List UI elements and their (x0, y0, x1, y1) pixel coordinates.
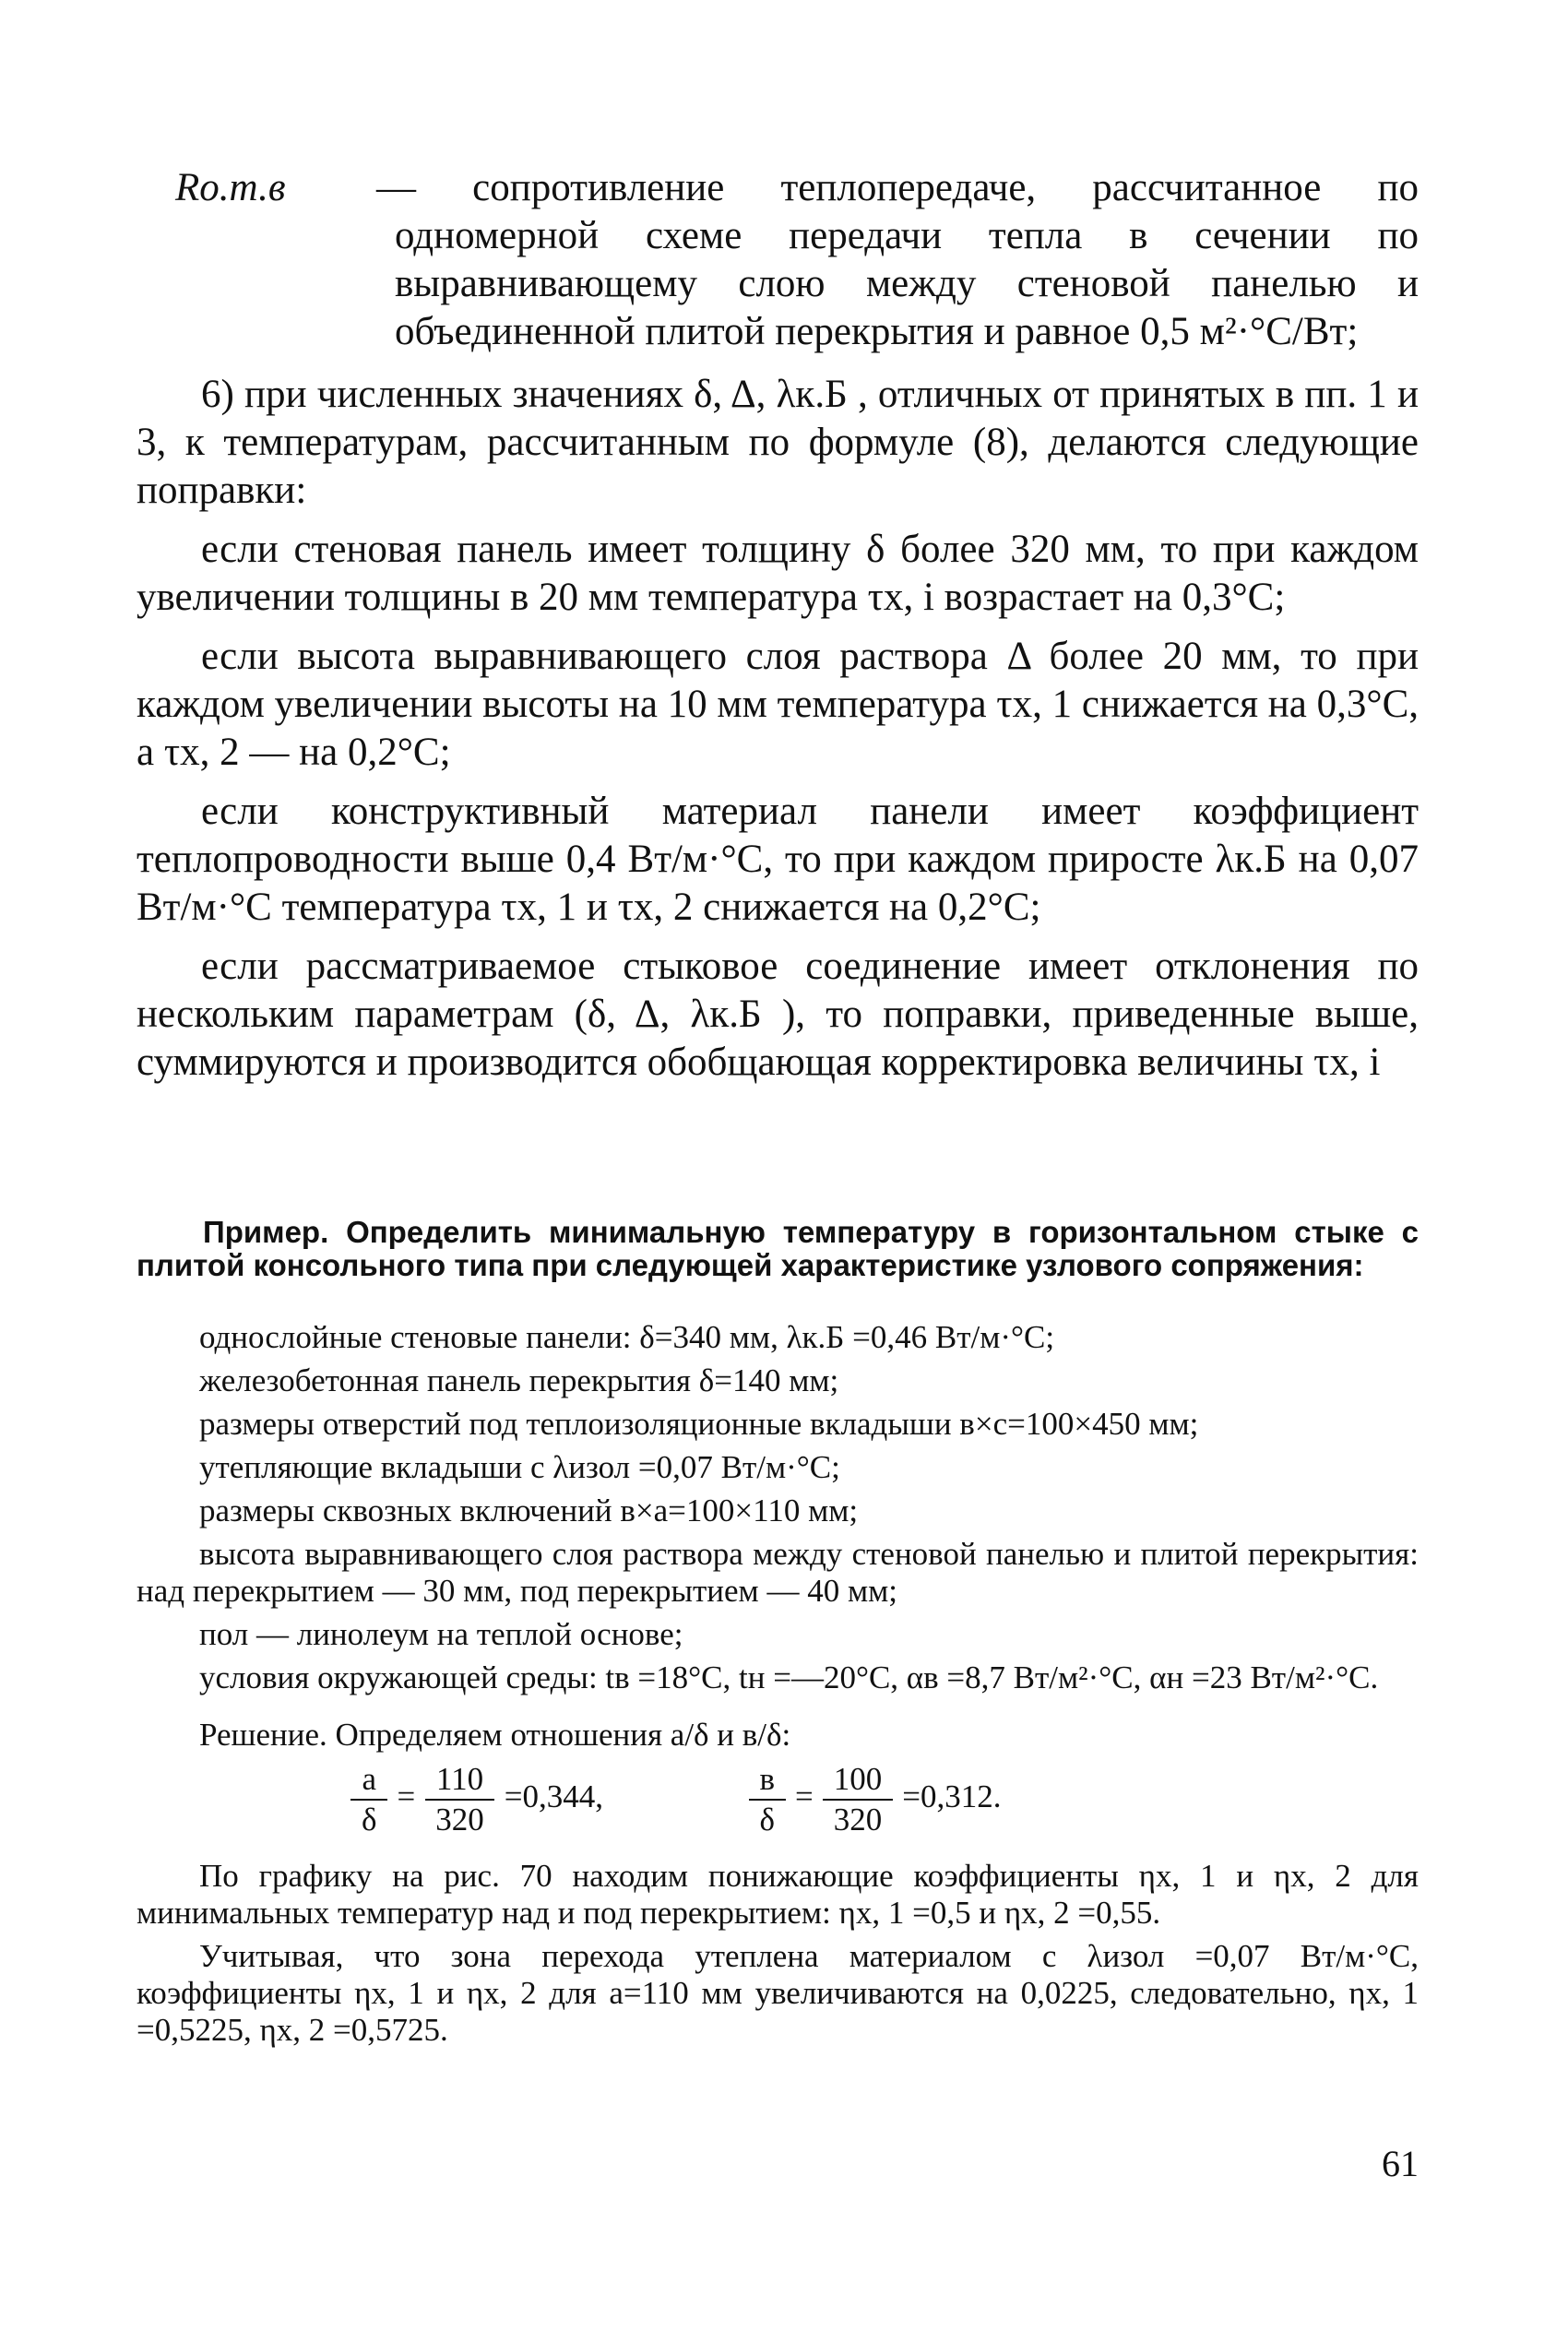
numerator: в (749, 1760, 787, 1801)
fraction (424, 1760, 495, 1839)
example-item: высота выравнивающего слоя раствора между стеновой панелью и плитой перекрытия: над перекрытием — 30 мм, под перекрытием — 40 мм; (137, 1536, 1419, 1609)
denominator: δ (759, 1802, 776, 1838)
example-item: утепляющие вкладыши с λизол =0,07 Вт/м·°С; (199, 1449, 840, 1485)
example-item: размеры отверстий под теплоизоляционные вкладыши в×с=100×450 мм; (199, 1406, 1199, 1442)
page-number: 61 (1382, 2143, 1419, 2184)
numerator: 100 (823, 1760, 894, 1801)
paragraph: По графику на рис. 70 находим понижающие коэффициенты ηх, 1 и ηх, 2 для минимальных температур над и под перекрытием: ηх, 1 =0,5 и ηх, 2 =0,55. (137, 1858, 1419, 1931)
fraction (350, 1760, 388, 1839)
paragraph: если стеновая панель имеет толщину δ более 320 мм, то при каждом увеличении толщины в 20 мм температура τх, i возрастает на 0,3°С; (137, 528, 1419, 619)
example-item: железобетонная панель перекрытия δ=140 мм; (199, 1362, 839, 1398)
equation-line: $\frac{а}{\delta}$ = $\frac{110}{320}$ =0,344, $\frac{в}{\delta}$ = $\frac{100}{320}$ =0,312. (137, 1760, 1419, 1839)
paragraph: если высота выравнивающего слоя раствора Δ более 20 мм, то при каждом увеличении высоты на 10 мм температура τх, 1 снижается на 0,3°С, а τх, 2 — на 0,2°С; (137, 635, 1419, 774)
example-section (137, 1216, 1419, 2055)
denominator: δ (362, 1802, 377, 1838)
definition-term: Rо.т.в (175, 166, 286, 209)
equation-result: =0,312. (902, 1778, 1002, 1815)
paragraph: 6) при численных значениях δ, Δ, λк.Б , отличных от принятых в пп. 1 и 3, к температурам, рассчитанным по формуле (8), делаются следующие поправки: (137, 373, 1419, 512)
paragraph: если рассматриваемое стыковое соединение имеет отклонения по нескольким параметрам (δ, Δ, λк.Б ), то поправки, приведенные выше, суммируются и производится обобщающая корректировка величины τх, i (137, 945, 1419, 1084)
example-item: размеры сквозных включений в×а=100×110 мм; (199, 1493, 859, 1528)
numerator: а (350, 1760, 387, 1801)
fraction (749, 1760, 787, 1839)
definition-item (137, 164, 1419, 356)
example-item: однослойные стеновые панели: δ=340 мм, λк.Б =0,46 Вт/м·°С; (199, 1319, 1055, 1355)
main-text (137, 164, 1419, 1098)
solution-line: Решение. Определяем отношения а/δ и в/δ: (199, 1717, 791, 1753)
fraction (823, 1760, 894, 1839)
equation-result: =0,344, (504, 1778, 603, 1815)
paragraph: Учитывая, что зона перехода утеплена материалом с λизол =0,07 Вт/м·°С, коэффициенты ηх, 1 и ηх, 2 для а=110 мм увеличиваются на 0,0225, следовательно, ηх, 1 =0,5225, ηх, 2 =0,5725. (137, 1938, 1419, 2048)
paragraph: если конструктивный материал панели имеет коэффициент теплопроводности выше 0,4 Вт/м·°С, то при каждом приросте λк.Б на 0,07 Вт/м·°С температура τх, 1 и τх, 2 снижается на 0,2°С; (137, 790, 1419, 929)
definition-text: — сопротивление теплопередаче, рассчитанное по одномерной схеме передачи тепла в сечении по выравнивающему слою между стеновой панелью и объединенной плитой перекрытия и равное 0,5 м²·°С/Вт; (376, 166, 1419, 353)
denominator: 320 (435, 1802, 484, 1838)
denominator: 320 (833, 1802, 883, 1838)
example-item: пол — линолеум на теплой основе; (199, 1616, 683, 1652)
numerator: 110 (425, 1760, 494, 1801)
example-item: условия окружающей среды: tв =18°С, tн =—20°С, αв =8,7 Вт/м²·°С, αн =23 Вт/м²·°С. (199, 1659, 1379, 1695)
example-heading: Пример. Определить минимальную температуру в горизонтальном стыке с плитой консольного типа при следующей характеристике узлового сопряжения: (137, 1215, 1419, 1282)
